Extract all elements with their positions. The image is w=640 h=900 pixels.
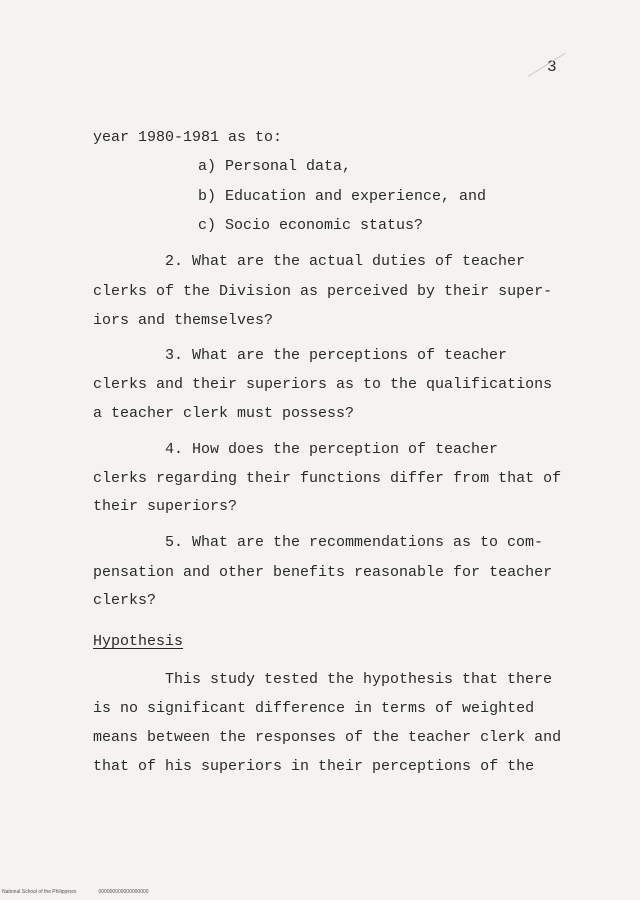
paragraph-line: is no significant difference in terms of weighted xyxy=(93,700,535,717)
question-3-line: clerks and their superiors as to the qualifications xyxy=(93,376,553,393)
list-item-a: a) Personal data, xyxy=(198,158,352,175)
question-5-line: clerks? xyxy=(93,592,157,609)
paragraph-line: means between the responses of the teacher clerk and xyxy=(93,729,562,746)
list-item-b: b) Education and experience, and xyxy=(198,188,487,205)
paragraph-line: This study tested the hypothesis that there xyxy=(165,671,553,688)
footer-right: 000000000000000000 xyxy=(98,889,149,895)
question-3-line: 3. What are the perceptions of teacher xyxy=(165,347,508,364)
question-4-line: clerks regarding their functions differ from that of xyxy=(93,470,562,487)
scan-footer xyxy=(2,889,149,895)
page-number: 3 xyxy=(547,58,557,76)
question-2-line: 2. What are the actual duties of teacher xyxy=(165,253,526,270)
list-item-c: c) Socio economic status? xyxy=(198,217,424,234)
question-2-line: clerks of the Division as perceived by their super- xyxy=(93,283,553,300)
paragraph-line: that of his superiors in their perceptions of the xyxy=(93,758,535,775)
question-2-line: iors and themselves? xyxy=(93,312,274,329)
question-5-line: pensation and other benefits reasonable for teacher xyxy=(93,564,553,581)
question-4-line: their superiors? xyxy=(93,498,238,515)
question-5-line: 5. What are the recommendations as to com- xyxy=(165,534,544,551)
section-heading: Hypothesis xyxy=(93,633,184,650)
text-line: year 1980-1981 as to: xyxy=(93,129,283,146)
question-3-line: a teacher clerk must possess? xyxy=(93,405,355,422)
footer-left: National School of the Philippines xyxy=(2,889,77,895)
question-4-line: 4. How does the perception of teacher xyxy=(165,441,499,458)
